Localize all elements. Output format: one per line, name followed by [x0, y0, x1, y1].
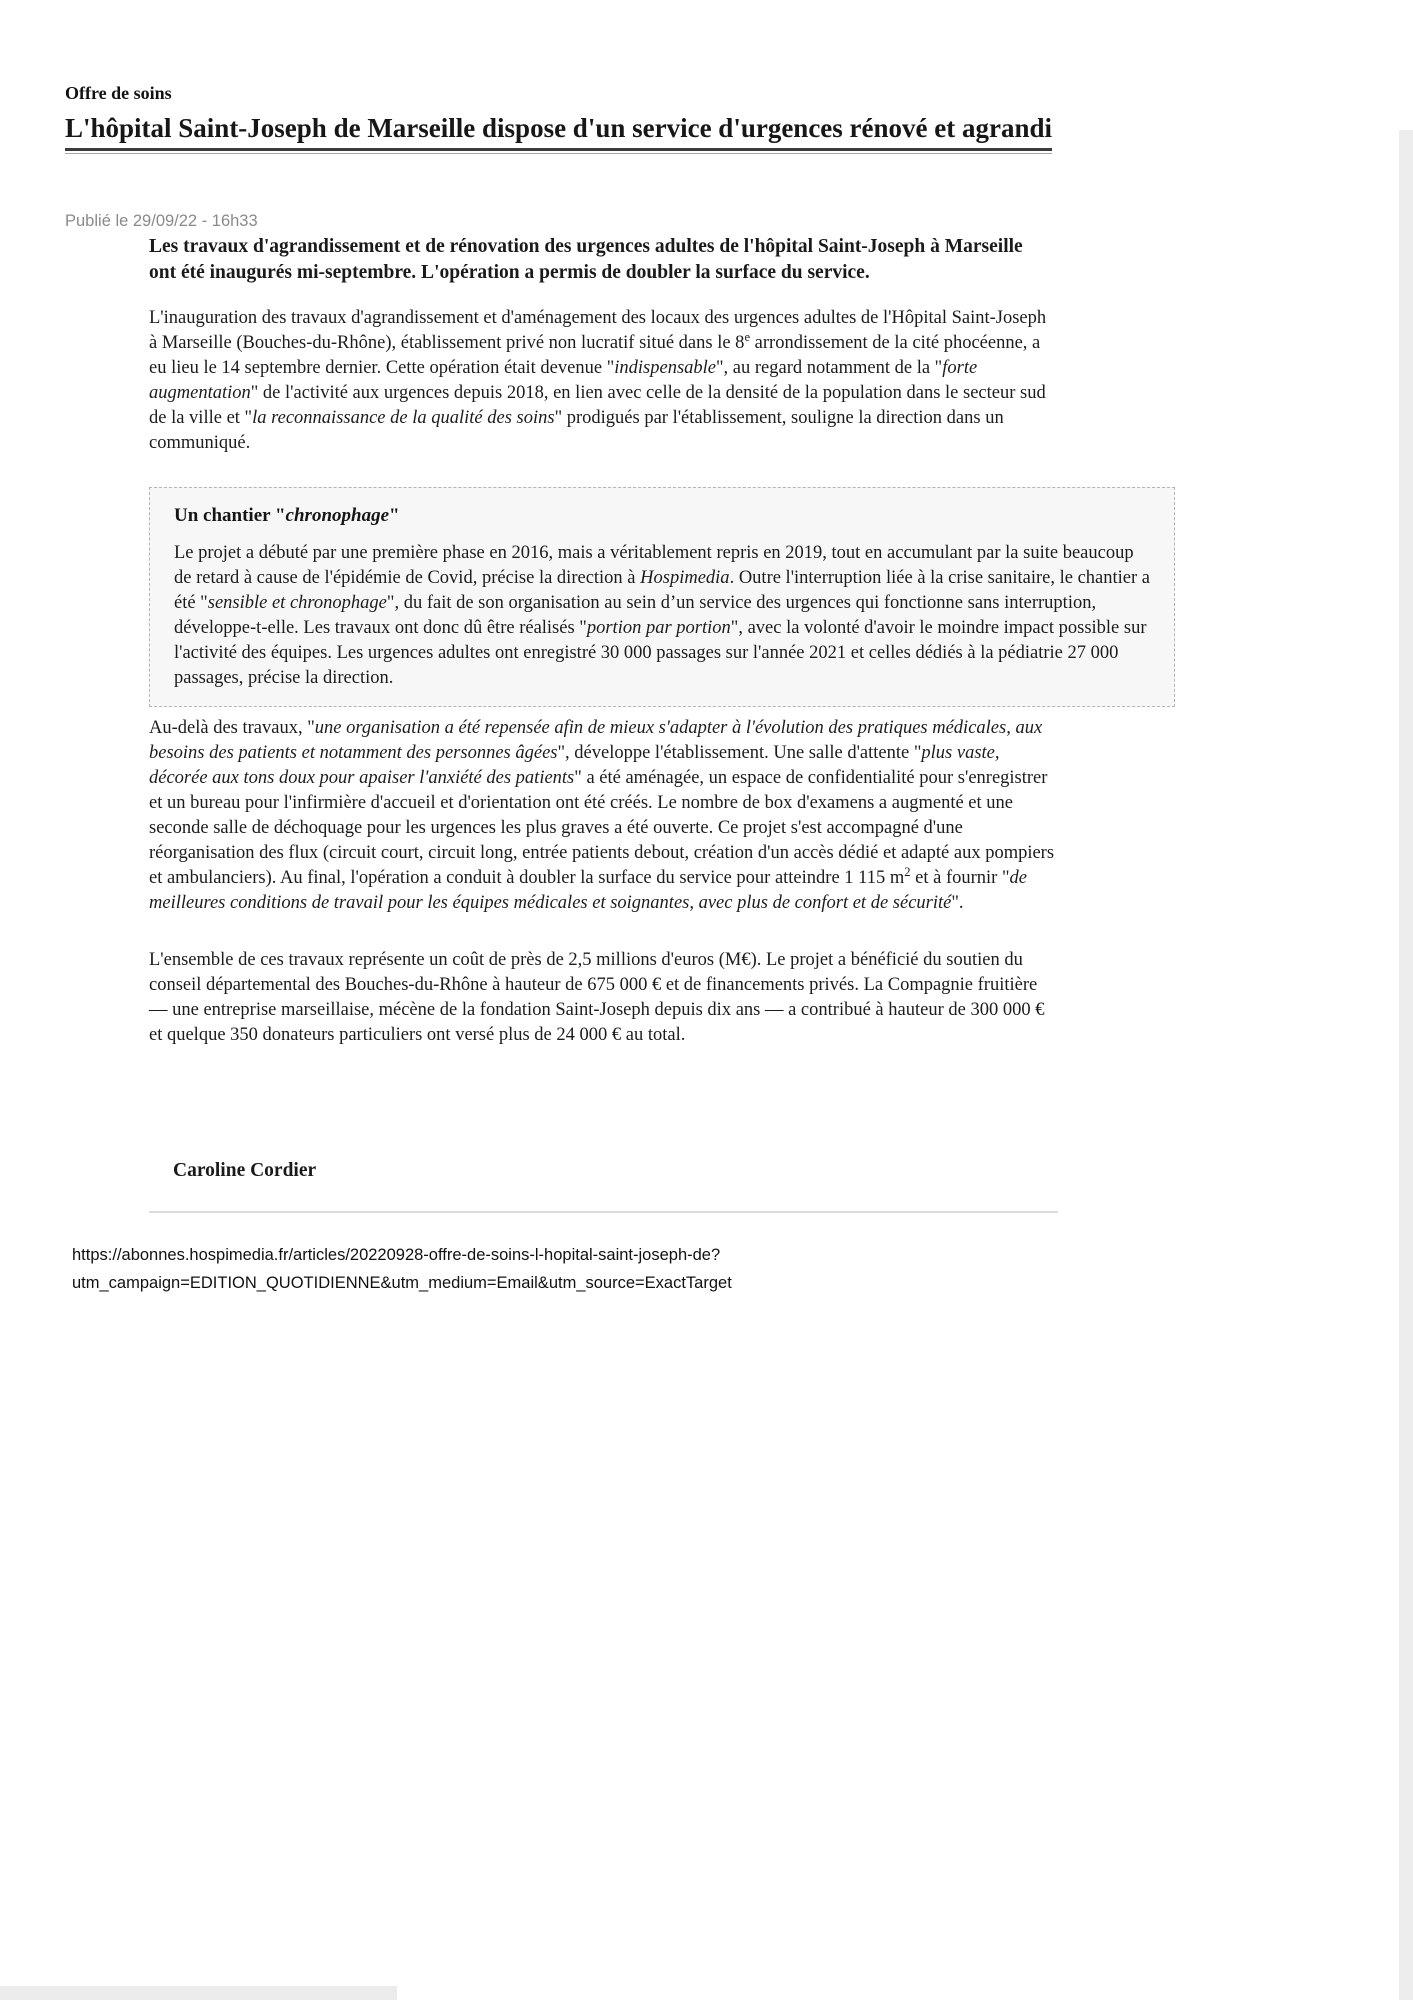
title-block — [65, 113, 1413, 154]
footer-divider — [149, 1211, 1058, 1213]
publish-date: Publié le 29/09/22 - 16h33 — [65, 212, 258, 230]
category-label: Offre de soins — [65, 83, 172, 103]
article-paragraph-3: L'ensemble de ces travaux représente un coût de près de 2,5 millions d'euros (M€). Le projet a bénéficié du soutien du conseil départemental des Bouches-du-Rhône à hauteur de 675 000 € et de financements privés. La Compagnie fruitière — une entreprise marseillaise, mécène de la fondation Saint-Joseph depuis dix ans — a contribué à hauteur de 300 000 € et quelque 350 donateurs particuliers ont versé plus de 24 000 € au total. — [149, 950, 1045, 1045]
vertical-scrollbar-track[interactable] — [1399, 130, 1413, 2000]
highlight-box-body: Le projet a débuté par une première phase en 2016, mais a véritablement repris en 2019, tout en accumulant par la suite beaucoup de retard à cause de l'épidémie de Covid, précise la direction à Hospimedia. Outre l'interruption liée à la crise sanitaire, le chantier a été "sensible et chronophage", du fait de son organisation au sein d’un service des urgences qui fonctionne sans interruption, développe-t-elle. Les travaux ont donc dû être réalisés "portion par portion", avec la volonté d'avoir le moindre impact possible sur l'activité des équipes. Les urgences adultes ont enregistré 30 000 passages sur l'année 2021 et celles dédiés à la pédiatrie 27 000 passages, précise la direction. — [174, 543, 1150, 688]
highlight-box — [149, 487, 1175, 707]
article-paragraph-1: L'inauguration des travaux d'agrandissement et d'aménagement des locaux des urgences adultes de l'Hôpital Saint-Joseph à Marseille (Bouches-du-Rhône), établissement privé non lucratif situé dans le 8e arrondissement de la cité phocéenne, a eu lieu le 14 septembre dernier. Cette opération était devenue "indispensable", au regard notamment de la "forte augmentation" de l'activité aux urgences depuis 2018, en lien avec celle de la densité de la population dans le secteur sud de la ville et "la reconnaissance de la qualité des soins" prodigués par l'établissement, souligne la direction dans un communiqué. — [149, 308, 1047, 453]
article-paragraph-2: Au-delà des travaux, "une organisation a été repensée afin de mieux s'adapter à l'évolution des pratiques médicales, aux besoins des patients et notamment des personnes âgées", développe l'établissement. Une salle d'attente "plus vaste, décorée aux tons doux pour apaiser l'anxiété des patients" a été aménagée, un espace de confidentialité pour s'enregistrer et un bureau pour l'infirmière d'accueil et d'orientation ont été créés. Le nombre de box d'examens a augmenté et une seconde salle de déchoquage pour les urgences les plus graves a été ouverte. Ce projet s'est accompagné d'une réorganisation des flux (circuit court, circuit long, entrée patients debout, création d'un accès dédié et adapté aux pompiers et ambulanciers). Au final, l'opération a conduit à doubler la surface du service pour atteindre 1 115 $m^2$ et à fournir "de meilleures conditions de travail pour les équipes médicales et soignantes, avec plus de confort et de sécurité". — [149, 718, 1055, 913]
highlight-box-title: Un chantier "chronophage" — [174, 505, 400, 526]
horizontal-scrollbar-track[interactable] — [0, 1986, 397, 2000]
source-url-line1[interactable]: https://abonnes.hospimedia.fr/articles/20220928-offre-de-soins-l-hopital-saint-joseph-de? — [72, 1246, 721, 1264]
title-underline — [65, 113, 1052, 154]
source-url[interactable] — [72, 1241, 792, 1297]
article-title: L'hôpital Saint-Joseph de Marseille dispose d'un service d'urgences rénové et agrandi — [65, 113, 1052, 151]
author-name: Caroline Cordier — [173, 1160, 317, 1181]
source-url-line2[interactable]: utm_campaign=EDITION_QUOTIDIENNE&utm_medium=Email&utm_source=ExactTarget — [72, 1274, 732, 1292]
article-lead: Les travaux d'agrandissement et de rénovation des urgences adultes de l'hôpital Saint-Joseph à Marseille ont été inaugurés mi-septembre. L'opération a permis de doubler la surface du service. — [149, 236, 1023, 283]
